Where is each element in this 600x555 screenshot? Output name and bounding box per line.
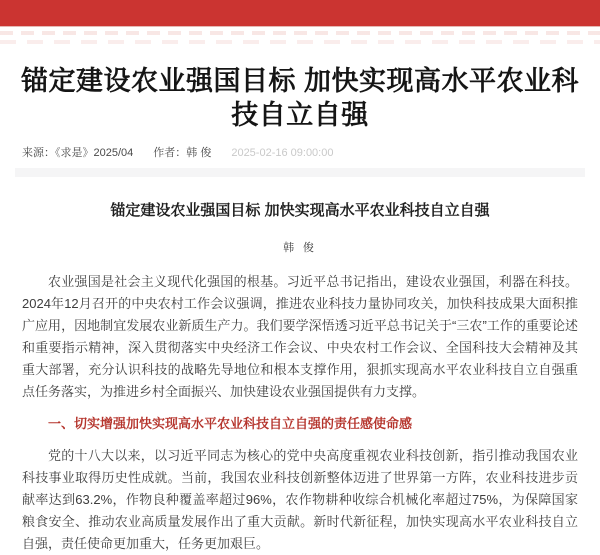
meta-source-label: 来源： — [22, 147, 55, 159]
meta-datetime: 2025-02-16 09:00:00 — [231, 147, 334, 159]
article-paragraph: 农业强国是社会主义现代化强国的根基。习近平总书记指出，建设农业强国，利器在科技。2024年12月召开的中央农村工作会议强调，推进农业科技力量协同攻关，加快科技成果大面积推广应用，因地制宜发展农业新质生产力。我们要学深悟透习近平总书记关于“三农”工作的重要论述和重要指示精神，深入贯彻落实中央经济工作会议、中央农村工作会议、全国科技大会精神及其重大部署，充分认识科技的战略先导地位和根本支撑作用，狠抓实现高水平农业科技自立自强重点任务落实，为推进乡村全面振兴、加快建设农业强国提供有力支撑。 — [22, 274, 578, 399]
meta-source — [22, 147, 133, 159]
site-header-bar — [0, 0, 600, 27]
section-heading: 一、切实增强加快实现高水平农业科技自立自强的责任感使命感 — [48, 416, 413, 431]
meta-author-value: 韩 俊 — [186, 147, 212, 159]
article-body — [0, 201, 600, 555]
article-title: 锚定建设农业强国目标 加快实现高水平农业科技自立自强 — [110, 202, 490, 219]
article-paragraph: 党的十八大以来，以习近平同志为核心的党中央高度重视农业科技创新，指引推动我国农业科技事业取得历史性成就。当前，我国农业科技创新整体迈进了世界第一方阵，农业科技进步贡献率达到63.2%，作物良种覆盖率超过96%，农作物耕种收综合机械化率超过75%，为保障国家粮食安全、推动农业高质量发展作出了重大贡献。新时代新征程，加快实现高水平农业科技自立自强，责任使命更加重大，任务更加艰巨。 — [22, 448, 578, 551]
meta-author-label: 作者： — [153, 147, 187, 159]
watermark-pattern-band — [0, 27, 600, 48]
meta-author — [153, 147, 211, 159]
article-author: 韩 俊 — [283, 242, 317, 254]
meta-source-value: 《求是》2025/04 — [55, 147, 134, 159]
page-title: 锚定建设农业强国目标 加快实现高水平农业科技自立自强 — [20, 66, 579, 130]
article-meta-row — [22, 144, 600, 160]
section-divider — [15, 168, 585, 177]
